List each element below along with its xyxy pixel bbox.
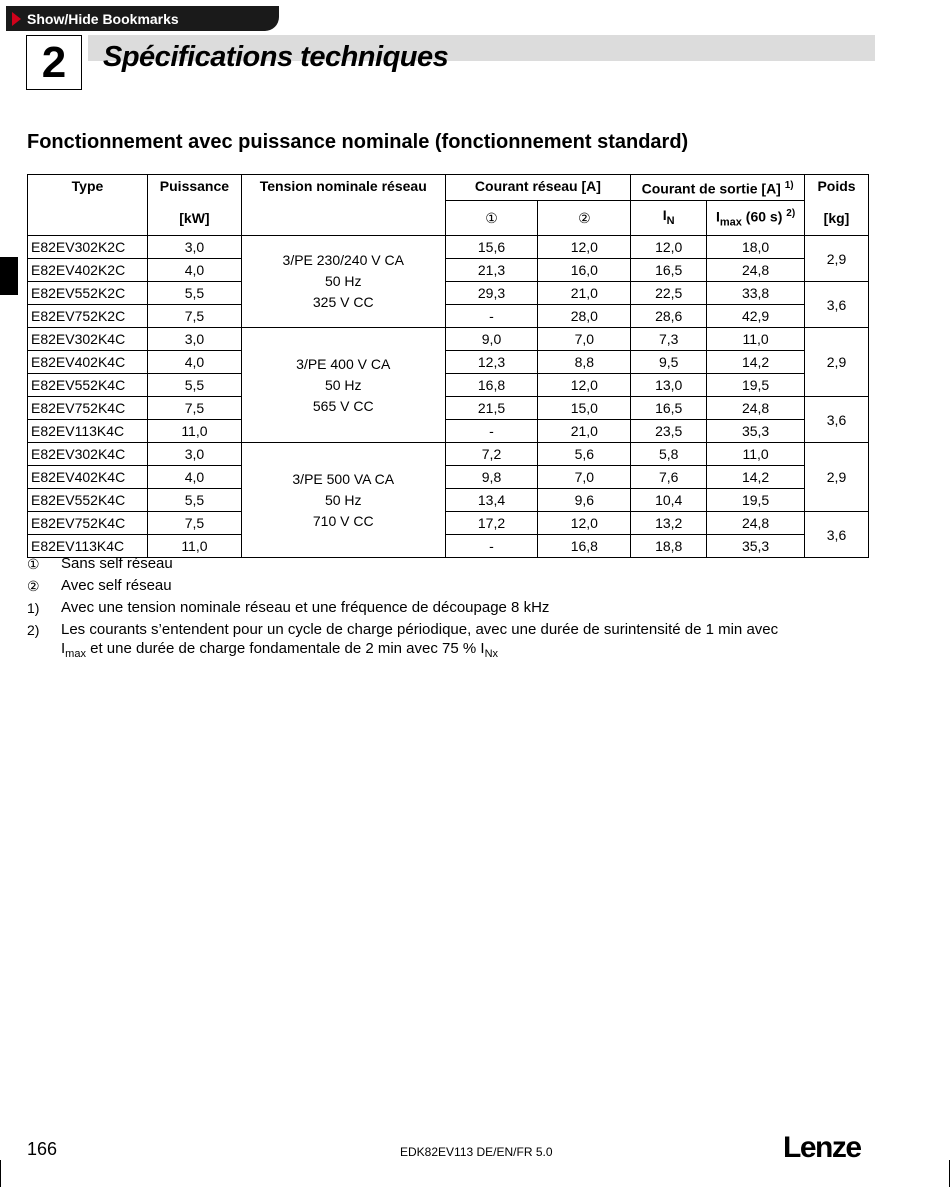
- cell-mains-1: 9,0: [445, 328, 538, 351]
- footnote-3-marker: 1): [27, 600, 40, 616]
- table-row: [28, 236, 869, 259]
- output-current-label: Courant de sortie [A]: [641, 180, 781, 197]
- cell-weight: 2,9: [805, 443, 869, 512]
- cell-imax: 35,3: [707, 535, 805, 558]
- cell-type: E82EV552K4C: [28, 489, 148, 512]
- cell-type: E82EV752K4C: [28, 397, 148, 420]
- cell-mains-2: 15,0: [538, 397, 631, 420]
- cell-in: 18,8: [631, 535, 707, 558]
- cell-imax: 19,5: [707, 374, 805, 397]
- header-imax: [707, 200, 805, 235]
- lenze-logo: Lenze: [783, 1131, 861, 1164]
- cell-in: 10,4: [631, 489, 707, 512]
- cell-imax: 42,9: [707, 305, 805, 328]
- cell-voltage: [241, 443, 445, 558]
- cell-power: 5,5: [147, 282, 241, 305]
- footnote-1-marker: ①: [27, 556, 40, 572]
- voltage-line: 50 Hz: [324, 491, 362, 508]
- cell-weight: 2,9: [805, 328, 869, 397]
- cell-power: 3,0: [147, 328, 241, 351]
- show-hide-bookmarks-button[interactable]: [6, 6, 279, 31]
- cell-type: E82EV113K4C: [28, 420, 148, 443]
- spec-table: [27, 174, 869, 558]
- section-heading: Fonctionnement avec puissance nominale (fonctionnement standard): [27, 131, 689, 153]
- cell-weight: 3,6: [805, 512, 869, 558]
- cell-mains-2: 16,8: [538, 535, 631, 558]
- chapter-title: Spécifications techniques: [103, 41, 449, 73]
- cell-in: 23,5: [631, 420, 707, 443]
- cell-mains-1: 13,4: [445, 489, 538, 512]
- footnote-2: [27, 575, 867, 597]
- table-row: [28, 512, 869, 535]
- footnote-3-text: Avec une tension nominale réseau et une fréquence de découpage 8 kHz: [61, 599, 550, 616]
- voltage-line: 565 V CC: [312, 397, 374, 414]
- header-type-blank: [28, 200, 148, 235]
- cell-mains-1: 29,3: [445, 282, 538, 305]
- cell-type: E82EV402K4C: [28, 466, 148, 489]
- cell-mains-2: 9,6: [538, 489, 631, 512]
- cell-voltage: [241, 236, 445, 328]
- cell-weight: 3,6: [805, 397, 869, 443]
- cell-in: 9,5: [631, 351, 707, 374]
- cell-imax: 24,8: [707, 397, 805, 420]
- cell-in: 5,8: [631, 443, 707, 466]
- table-row: [28, 282, 869, 305]
- imax-ref: 2): [786, 207, 796, 219]
- table-row: [28, 351, 869, 374]
- cell-power: 4,0: [147, 259, 241, 282]
- table-row: [28, 443, 869, 466]
- footnote-4-imax-sub: max: [65, 648, 86, 660]
- cell-type: E82EV402K2C: [28, 259, 148, 282]
- header-mains-sub1: ①: [445, 200, 538, 235]
- footnote-4-inx: I: [480, 640, 485, 657]
- in-sub: N: [666, 214, 675, 227]
- page-number: 166: [27, 1139, 58, 1159]
- footnote-4-imax: I: [61, 640, 66, 657]
- cell-voltage: [241, 328, 445, 443]
- cell-power: 7,5: [147, 397, 241, 420]
- cell-in: 13,2: [631, 512, 707, 535]
- cell-type: E82EV752K2C: [28, 305, 148, 328]
- voltage-line: 50 Hz: [324, 376, 362, 393]
- footnotes: [27, 553, 867, 665]
- cell-power: 4,0: [147, 351, 241, 374]
- footnote-4-mid: et une durée de charge fondamentale de 2 min avec 75 %: [85, 640, 481, 657]
- cell-type: E82EV113K4C: [28, 535, 148, 558]
- footnote-3: [27, 597, 867, 619]
- table-row: [28, 259, 869, 282]
- side-tab-marker: [0, 257, 18, 295]
- cell-mains-1: 15,6: [445, 236, 538, 259]
- cell-in: 12,0: [631, 236, 707, 259]
- cell-mains-2: 8,8: [538, 351, 631, 374]
- cell-mains-1: 12,3: [445, 351, 538, 374]
- table-row: [28, 374, 869, 397]
- footnote-4-inx-sub: Nx: [484, 648, 499, 660]
- cell-type: E82EV752K4C: [28, 512, 148, 535]
- cell-type: E82EV302K4C: [28, 443, 148, 466]
- cell-mains-1: 21,5: [445, 397, 538, 420]
- footnote-1-text: Sans self réseau: [61, 555, 173, 572]
- cell-mains-2: 21,0: [538, 282, 631, 305]
- cell-mains-1: 21,3: [445, 259, 538, 282]
- header-mains-sub2: ②: [538, 200, 631, 235]
- cell-in: 16,5: [631, 259, 707, 282]
- cell-power: 3,0: [147, 236, 241, 259]
- cell-in: 7,3: [631, 328, 707, 351]
- cell-mains-1: 17,2: [445, 512, 538, 535]
- cell-imax: 14,2: [707, 351, 805, 374]
- cell-mains-1: 9,8: [445, 466, 538, 489]
- table-row: [28, 489, 869, 512]
- table-row: [28, 466, 869, 489]
- table-row: [28, 420, 869, 443]
- cell-imax: 19,5: [707, 489, 805, 512]
- cell-mains-2: 12,0: [538, 374, 631, 397]
- chapter-number: 2: [26, 35, 82, 90]
- cell-type: E82EV302K4C: [28, 328, 148, 351]
- cell-imax: 11,0: [707, 328, 805, 351]
- header-voltage: Tension nominale réseau: [241, 175, 445, 236]
- cell-mains-2: 7,0: [538, 466, 631, 489]
- cell-power: 7,5: [147, 512, 241, 535]
- header-power: Puissance: [147, 175, 241, 201]
- cell-imax: 14,2: [707, 466, 805, 489]
- cell-power: 11,0: [147, 535, 241, 558]
- cell-mains-2: 12,0: [538, 512, 631, 535]
- cell-mains-2: 7,0: [538, 328, 631, 351]
- imax-label: I: [715, 208, 720, 225]
- header-power-unit: [kW]: [147, 200, 241, 235]
- header-mains-current: Courant réseau [A]: [445, 175, 631, 201]
- voltage-line: 3/PE 230/240 V CA: [282, 252, 404, 269]
- cell-imax: 24,8: [707, 259, 805, 282]
- cell-type: E82EV302K2C: [28, 236, 148, 259]
- output-current-ref: 1): [784, 180, 794, 191]
- cell-in: 28,6: [631, 305, 707, 328]
- cell-imax: 33,8: [707, 282, 805, 305]
- cell-in: 7,6: [631, 466, 707, 489]
- cell-imax: 18,0: [707, 236, 805, 259]
- bookmarks-label: Show/Hide Bookmarks: [27, 10, 179, 27]
- cell-type: E82EV552K2C: [28, 282, 148, 305]
- cell-imax: 24,8: [707, 512, 805, 535]
- cell-power: 11,0: [147, 420, 241, 443]
- cell-imax: 11,0: [707, 443, 805, 466]
- cell-power: 5,5: [147, 374, 241, 397]
- footnote-2-marker: ②: [27, 578, 40, 594]
- cell-power: 5,5: [147, 489, 241, 512]
- voltage-line: 325 V CC: [312, 294, 374, 311]
- table-row: [28, 305, 869, 328]
- cell-type: E82EV402K4C: [28, 351, 148, 374]
- cell-mains-1: -: [445, 305, 538, 328]
- footnote-4-marker: 2): [27, 622, 40, 638]
- cell-mains-1: -: [445, 420, 538, 443]
- cell-power: 4,0: [147, 466, 241, 489]
- cell-in: 13,0: [631, 374, 707, 397]
- cell-mains-2: 16,0: [538, 259, 631, 282]
- cell-power: 7,5: [147, 305, 241, 328]
- footnote-4-line2: [27, 638, 867, 665]
- voltage-line: 3/PE 500 VA CA: [292, 470, 395, 487]
- footnote-2-text: Avec self réseau: [61, 577, 172, 594]
- header-weight-unit: [kg]: [805, 200, 869, 235]
- table-row: [28, 397, 869, 420]
- crop-mark-left: [0, 1160, 1, 1187]
- in-label: I: [662, 206, 667, 223]
- imax-suffix: (60 s): [741, 208, 783, 225]
- cell-mains-2: 12,0: [538, 236, 631, 259]
- cell-imax: 35,3: [707, 420, 805, 443]
- table-row: [28, 328, 869, 351]
- footnote-1: [27, 553, 867, 575]
- cell-mains-1: 16,8: [445, 374, 538, 397]
- header-output-current: [631, 175, 805, 201]
- cell-power: 3,0: [147, 443, 241, 466]
- voltage-line: 50 Hz: [324, 273, 362, 290]
- cell-in: 16,5: [631, 397, 707, 420]
- cell-mains-1: -: [445, 535, 538, 558]
- cell-type: E82EV552K4C: [28, 374, 148, 397]
- header-in: [631, 200, 707, 235]
- document-code: EDK82EV113 DE/EN/FR 5.0: [400, 1145, 553, 1159]
- cell-weight: 2,9: [805, 236, 869, 282]
- header-weight: Poids: [805, 175, 869, 201]
- cell-weight: 3,6: [805, 282, 869, 328]
- voltage-line: 710 V CC: [312, 512, 374, 529]
- cell-mains-2: 5,6: [538, 443, 631, 466]
- footnote-4-text: Les courants s’entendent pour un cycle de charge périodique, avec une durée de surintensité de 1 min avec: [61, 621, 779, 638]
- cell-in: 22,5: [631, 282, 707, 305]
- cell-mains-2: 28,0: [538, 305, 631, 328]
- imax-sub: max: [719, 216, 742, 229]
- triangle-right-icon: [12, 12, 21, 26]
- cell-mains-1: 7,2: [445, 443, 538, 466]
- voltage-line: 3/PE 400 V CA: [296, 355, 391, 372]
- header-type: Type: [28, 175, 148, 201]
- cell-mains-2: 21,0: [538, 420, 631, 443]
